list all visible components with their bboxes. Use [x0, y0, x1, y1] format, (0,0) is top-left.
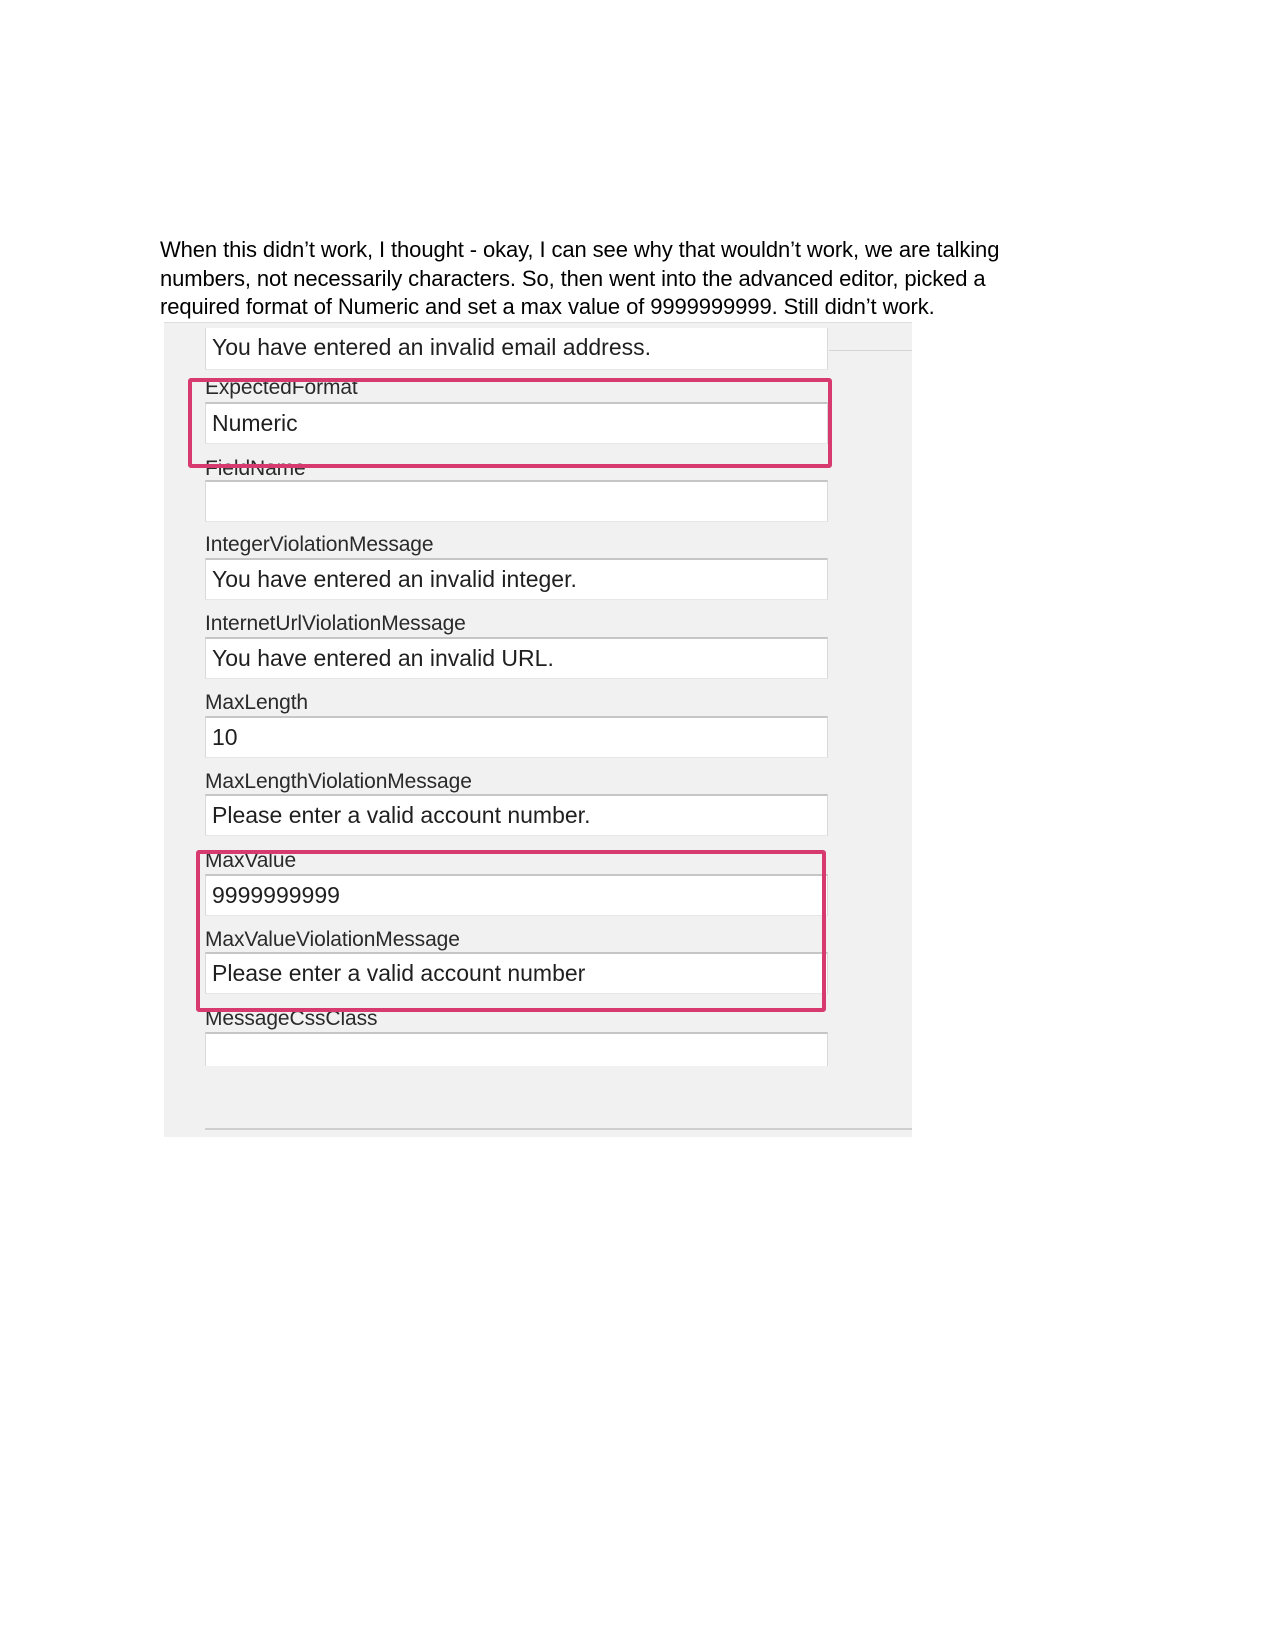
paragraph-line-3: required format of Numeric and set a max value of 9999999999. Still didn’t work. — [160, 294, 935, 319]
paragraph-line-2: numbers, not necessarily characters. So, then went into the advanced editor, picked a — [160, 265, 986, 291]
field-name-input[interactable] — [205, 480, 828, 522]
message-css-class-input[interactable] — [205, 1032, 828, 1066]
max-length-violation-label: MaxLengthViolationMessage — [205, 770, 472, 793]
panel-right-divider — [829, 350, 912, 351]
field-name-label: FieldName — [205, 457, 306, 480]
max-length-input[interactable]: 10 — [205, 716, 828, 758]
max-value-label: MaxValue — [205, 849, 297, 872]
document-paragraph — [160, 236, 1120, 322]
panel-top-border — [164, 322, 912, 323]
email-violation-input[interactable]: You have entered an invalid email address. — [205, 328, 828, 370]
url-violation-input[interactable]: You have entered an invalid URL. — [205, 637, 828, 679]
max-value-violation-label: MaxValueViolationMessage — [205, 928, 460, 951]
max-length-label: MaxLength — [205, 691, 309, 714]
integer-violation-input[interactable]: You have entered an invalid integer. — [205, 558, 828, 600]
panel-bottom-divider — [205, 1128, 912, 1130]
max-value-violation-input[interactable]: Please enter a valid account number — [205, 952, 828, 994]
paragraph-line-1: When this didn’t work, I thought - okay, I can see why that wouldn’t work, we are talking — [160, 237, 1000, 262]
url-violation-label: InternetUrlViolationMessage — [205, 612, 466, 635]
expected-format-input[interactable]: Numeric — [205, 402, 828, 444]
integer-violation-label: IntegerViolationMessage — [205, 533, 434, 556]
max-length-violation-input[interactable]: Please enter a valid account number. — [205, 794, 828, 836]
expected-format-label: ExpectedFormat — [205, 376, 358, 399]
embedded-settings-screenshot — [164, 322, 912, 1137]
max-value-input[interactable]: 9999999999 — [205, 874, 828, 916]
message-css-class-label: MessageCssClass — [205, 1007, 378, 1030]
